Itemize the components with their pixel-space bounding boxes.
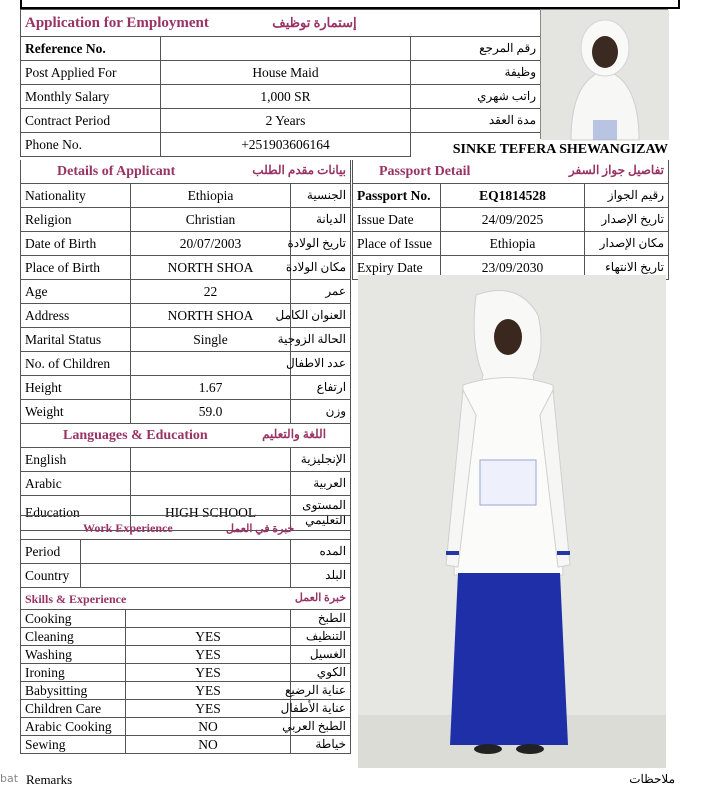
details-title-ar: بيانات مقدم الطلب — [252, 163, 347, 177]
detail — [21, 376, 351, 400]
remarks-left-fragment: bat — [0, 772, 19, 785]
detail-label: Age — [21, 280, 131, 304]
passport-value: Ethiopia — [441, 232, 585, 256]
top-info — [21, 37, 541, 61]
detail-label: Weight — [21, 400, 131, 424]
portrait-image — [541, 10, 669, 140]
applicant-photo-full — [358, 275, 666, 768]
passport-title-en: Passport Detail — [379, 164, 471, 179]
top-info-value — [161, 37, 411, 61]
detail-label-ar: الحالة الزوجية — [291, 328, 351, 352]
top-info — [21, 109, 541, 133]
details-title-en: Details of Applicant — [57, 164, 176, 179]
work-title-en: Work Experience — [83, 520, 173, 535]
remarks-row — [0, 772, 705, 787]
top-info-label: Monthly Salary — [21, 85, 161, 109]
language-value: HIGH SCHOOL — [131, 496, 291, 531]
passport-title-ar: تفاصيل جواز السفر — [568, 163, 664, 177]
top-info-label-ar: مدة العقد — [411, 109, 541, 133]
skill-label-ar: الطبخ — [291, 610, 351, 628]
application-title-ar: إستمارة توظيف — [272, 14, 357, 30]
passport-table — [352, 160, 669, 280]
skill — [21, 628, 351, 646]
passport-label: Issue Date — [353, 208, 441, 232]
detail-label-ar: مكان الولادة — [291, 256, 351, 280]
phone-label: Phone No. — [21, 133, 161, 157]
top-info-label: Post Applied For — [21, 61, 161, 85]
languages-section-header — [21, 424, 351, 448]
detail — [21, 280, 351, 304]
language-label-ar: العربية — [291, 472, 351, 496]
language-label: Education — [21, 496, 131, 531]
detail-label-ar: الديانة — [291, 208, 351, 232]
detail — [21, 400, 351, 424]
work-value — [81, 540, 291, 564]
detail-label: Nationality — [21, 184, 131, 208]
detail-label-ar: وزن — [291, 400, 351, 424]
skill-label: Cleaning — [21, 628, 126, 646]
skill-label: Arabic Cooking — [21, 718, 126, 736]
skills-title-en: Skills & Experience — [25, 591, 127, 606]
passport-label: Expiry Date — [353, 256, 441, 280]
work-experience-table — [20, 515, 351, 588]
skill-label: Ironing — [21, 664, 126, 682]
top-info-value: House Maid — [161, 61, 411, 85]
work-title-ar: خبرة في العمل — [226, 522, 295, 535]
work-label: Period — [21, 540, 81, 564]
skill-label-ar: عناية الأطفال — [291, 700, 351, 718]
detail-label: Marital Status — [21, 328, 131, 352]
detail-label-ar: ارتفاع — [291, 376, 351, 400]
top-frame-border — [20, 0, 680, 9]
skill-label-ar: عناية الرضيع — [291, 682, 351, 700]
skills-section-header — [21, 588, 351, 610]
passport — [353, 232, 669, 256]
detail — [21, 256, 351, 280]
language — [21, 448, 351, 472]
skill — [21, 700, 351, 718]
passport-value: EQ1814528 — [441, 184, 585, 208]
passport-label-ar: تاريخ الإصدار — [585, 208, 669, 232]
detail-label: Religion — [21, 208, 131, 232]
skill — [21, 682, 351, 700]
phone-value: +251903606164 — [161, 133, 411, 157]
passport — [353, 184, 669, 208]
passport-label: Place of Issue — [353, 232, 441, 256]
work — [21, 540, 351, 564]
language-label-ar: المستوى التعليمي — [291, 496, 351, 531]
language-label: English — [21, 448, 131, 472]
application-header — [21, 10, 541, 37]
top-info — [21, 85, 541, 109]
passport-value: 24/09/2025 — [441, 208, 585, 232]
detail — [21, 352, 351, 376]
top-info-value: 1,000 SR — [161, 85, 411, 109]
skill — [21, 736, 351, 754]
top-info-label-ar: راتب شهري — [411, 85, 541, 109]
skill — [21, 646, 351, 664]
language-value — [131, 448, 291, 472]
detail-value: Single — [131, 328, 291, 352]
passport-label-ar: تاريخ الانتهاء — [585, 256, 669, 280]
work — [21, 564, 351, 588]
detail-value: 20/07/2003 — [131, 232, 291, 256]
applicant-photo-small — [540, 9, 668, 139]
detail-label-ar: الجنسية — [291, 184, 351, 208]
detail — [21, 328, 351, 352]
skill-value — [126, 610, 291, 628]
passport-label-ar: مكان الإصدار — [585, 232, 669, 256]
skill-value: NO — [126, 736, 291, 754]
skill-value: YES — [126, 664, 291, 682]
detail-value: NORTH SHOA — [131, 304, 291, 328]
detail-label: Address — [21, 304, 131, 328]
work-label: Country — [21, 564, 81, 588]
skill-value: YES — [126, 628, 291, 646]
detail-label-ar: عدد الاطفال — [291, 352, 351, 376]
passport — [353, 208, 669, 232]
passport-section-header — [353, 160, 669, 184]
detail-label: Place of Birth — [21, 256, 131, 280]
detail-label-ar: تاريخ الولادة — [291, 232, 351, 256]
top-info-value: 2 Years — [161, 109, 411, 133]
work-label-ar: المده — [291, 540, 351, 564]
applicant-name: SINKE TEFERA SHEWANGIZAW — [452, 142, 668, 157]
language — [21, 472, 351, 496]
passport-value: 23/09/2030 — [441, 256, 585, 280]
detail — [21, 232, 351, 256]
detail — [21, 208, 351, 232]
top-info-label: Contract Period — [21, 109, 161, 133]
detail-label-ar: عمر — [291, 280, 351, 304]
skill-label-ar: خياطة — [291, 736, 351, 754]
language-label: Arabic — [21, 472, 131, 496]
detail-label: No. of Children — [21, 352, 131, 376]
skill-label-ar: التنظيف — [291, 628, 351, 646]
skill — [21, 664, 351, 682]
detail-label: Height — [21, 376, 131, 400]
detail — [21, 304, 351, 328]
language-value — [131, 472, 291, 496]
detail-value: NORTH SHOA — [131, 256, 291, 280]
skill-label-ar: الكوي — [291, 664, 351, 682]
skill-value: NO — [126, 718, 291, 736]
detail-value: 1.67 — [131, 376, 291, 400]
top-info-label-ar: وظيفة — [411, 61, 541, 85]
top-info-table — [20, 9, 541, 157]
top-info — [21, 61, 541, 85]
top-info-label-ar: رقم المرجع — [411, 37, 541, 61]
skill-value: YES — [126, 682, 291, 700]
details-section-header — [21, 160, 351, 184]
skill-label: Sewing — [21, 736, 126, 754]
detail-value: Christian — [131, 208, 291, 232]
skill-value: YES — [126, 646, 291, 664]
detail-value: Ethiopia — [131, 184, 291, 208]
applicant-details-table — [20, 160, 351, 531]
application-title-en: Application for Employment — [25, 14, 209, 31]
languages-title-en: Languages & Education — [63, 428, 208, 443]
remarks-label-ar: ملاحظات — [629, 772, 675, 786]
languages-title-ar: اللغة والتعليم — [262, 427, 327, 441]
top-info-label: Reference No. — [21, 37, 161, 61]
skill-label-ar: الغسيل — [291, 646, 351, 664]
detail-value: 22 — [131, 280, 291, 304]
skill-label: Cooking — [21, 610, 126, 628]
detail-label-ar: العنوان الكامل — [291, 304, 351, 328]
language-label-ar: الإنجليزية — [291, 448, 351, 472]
skill-label: Babysitting — [21, 682, 126, 700]
full-body-image — [358, 275, 666, 768]
skill-label: Washing — [21, 646, 126, 664]
passport-label-ar: رقيم الجواز — [585, 184, 669, 208]
skills-table — [20, 587, 351, 754]
skill — [21, 610, 351, 628]
skills-title-ar: خبرة العمل — [294, 591, 347, 604]
detail — [21, 184, 351, 208]
work-section-header — [21, 516, 351, 540]
work-label-ar: البلد — [291, 564, 351, 588]
detail-value: 59.0 — [131, 400, 291, 424]
detail-label: Date of Birth — [21, 232, 131, 256]
detail-value — [131, 352, 291, 376]
skill — [21, 718, 351, 736]
work-value — [81, 564, 291, 588]
skill-label-ar: الطبخ العربي — [291, 718, 351, 736]
remarks-label: Remarks — [26, 772, 73, 787]
passport-label: Passport No. — [353, 184, 441, 208]
skill-label: Children Care — [21, 700, 126, 718]
skill-value: YES — [126, 700, 291, 718]
